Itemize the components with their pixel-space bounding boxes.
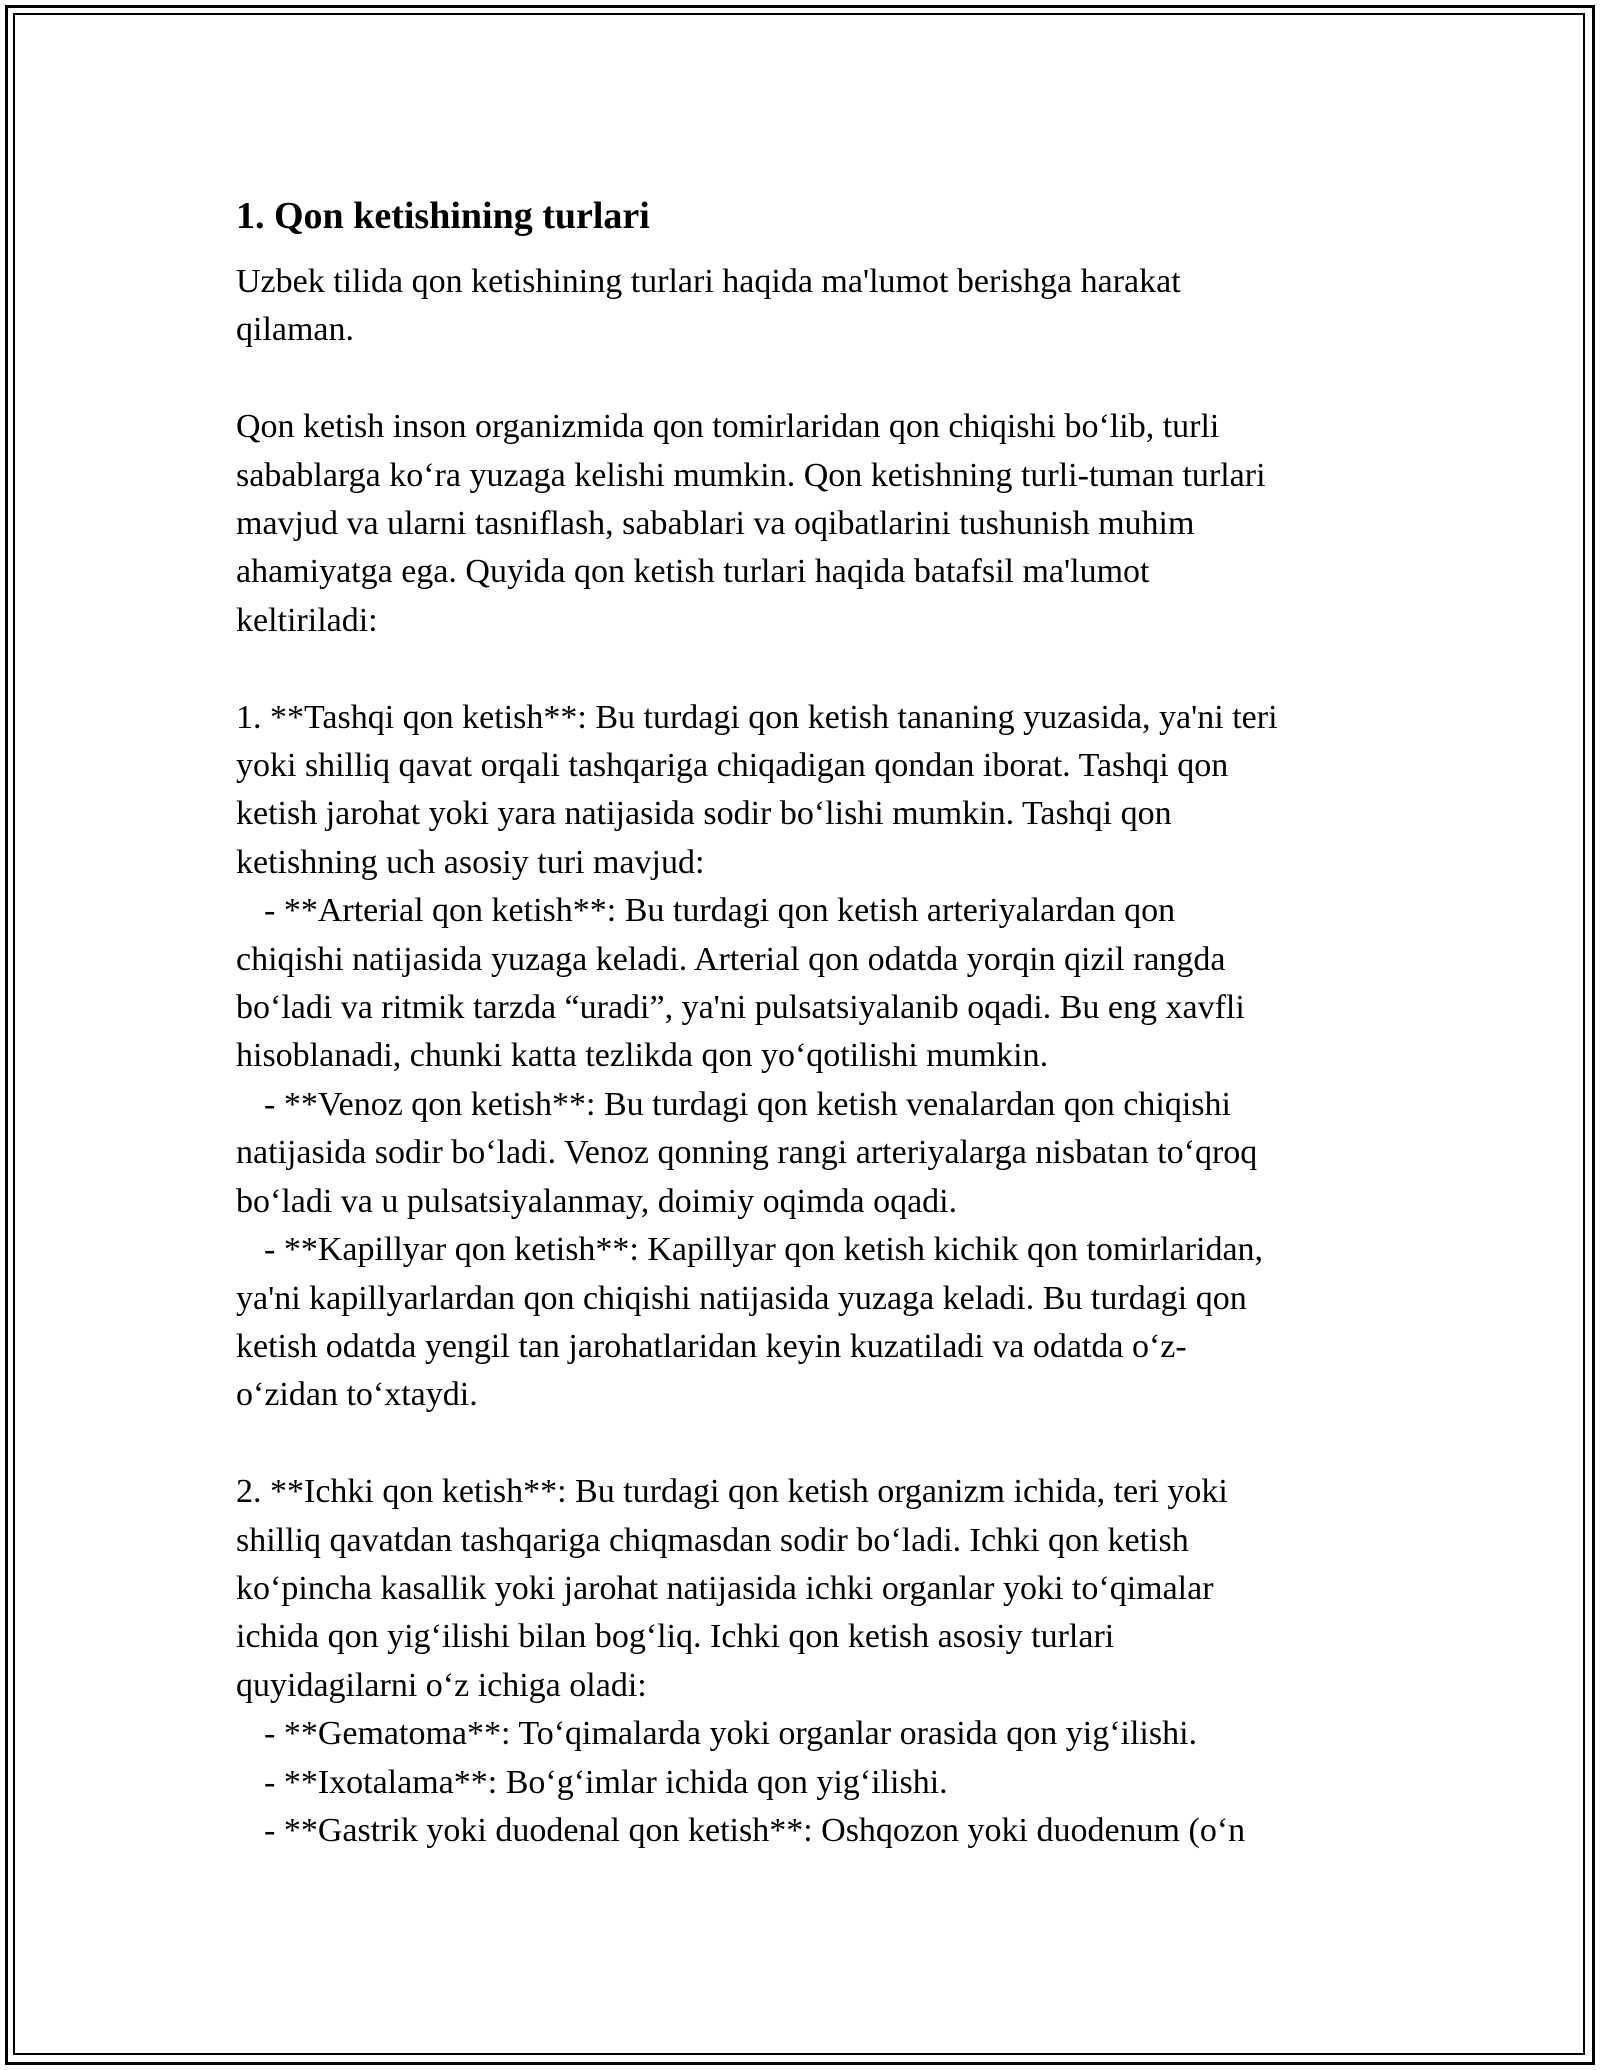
- document-body: [236, 188, 1366, 1855]
- paragraph-spacer: [236, 645, 1366, 693]
- overview-paragraph: [236, 403, 1366, 645]
- text-line: ichida qon yig‘ilishi bilan bog‘liq. Ichki qon ketish asosiy turlari: [236, 1618, 1115, 1656]
- text-line: keltiriladi:: [236, 601, 378, 639]
- text-line: bo‘ladi va u pulsatsiyalanmay, doimiy oqimda oqadi.: [236, 1182, 958, 1220]
- sub-item-hematoma: - **Gematoma**: To‘qimalarda yoki organlar orasida qon yig‘ilishi.: [264, 1715, 1198, 1753]
- section-heading: 1. Qon ketishining turlari: [236, 195, 650, 237]
- text-line: ketish odatda yengil tan jarohatlaridan keyin kuzatiladi va odatda o‘z-: [236, 1327, 1187, 1365]
- paragraph-spacer: [236, 355, 1366, 403]
- text-line: sabablarga ko‘ra yuzaga kelishi mumkin. Qon ketishning turli-tuman turlari: [236, 456, 1266, 494]
- text-line: qilaman.: [236, 311, 355, 349]
- text-line: quyidagilarni o‘z ichiga oladi:: [236, 1666, 647, 1704]
- text-line: hisoblanadi, chunki katta tezlikda qon yo‘qotilishi mumkin.: [236, 1037, 1049, 1075]
- text-line: Qon ketish inson organizmida qon tomirlaridan qon chiqishi bo‘lib, turli: [236, 408, 1220, 446]
- text-line: ko‘pincha kasallik yoki jarohat natijasida ichki organlar yoki to‘qimalar: [236, 1569, 1214, 1607]
- sub-item-hemarthrosis: - **Ixotalama**: Bo‘g‘imlar ichida qon yig‘ilishi.: [264, 1763, 948, 1801]
- text-line: ahamiyatga ega. Quyida qon ketish turlari haqida batafsil ma'lumot: [236, 553, 1150, 591]
- list-item-external-bleeding: [236, 694, 1366, 1420]
- paragraph-spacer: [236, 1420, 1366, 1468]
- text-line: bo‘ladi va ritmik tarzda “uradi”, ya'ni pulsatsiyalanib oqadi. Bu eng xavfli: [236, 989, 1245, 1027]
- text-line: yoki shilliq qavat orqali tashqariga chiqadigan qondan iborat. Tashqi qon: [236, 747, 1229, 785]
- sub-item-venous: - **Venoz qon ketish**: Bu turdagi qon ketish venalardan qon chiqishi: [264, 1085, 1231, 1123]
- text-line: Uzbek tilida qon ketishining turlari haqida ma'lumot berishga harakat: [236, 263, 1181, 300]
- text-line: 2. **Ichki qon ketish**: Bu turdagi qon ketish organizm ichida, teri yoki: [236, 1473, 1228, 1511]
- text-line: ketish jarohat yoki yara natijasida sodir bo‘lishi mumkin. Tashqi qon: [236, 795, 1172, 833]
- sub-item-arterial: - **Arterial qon ketish**: Bu turdagi qon ketish arteriyalardan qon: [264, 892, 1176, 930]
- text-line: o‘zidan to‘xtaydi.: [236, 1376, 478, 1414]
- text-line: chiqishi natijasida yuzaga keladi. Arterial qon odatda yorqin qizil rangda: [236, 940, 1226, 978]
- sub-item-capillary: - **Kapillyar qon ketish**: Kapillyar qon ketish kichik qon tomirlaridan,: [264, 1231, 1264, 1269]
- sub-item-gastric-duodenal: - **Gastrik yoki duodenal qon ketish**: Oshqozon yoki duodenum (o‘n: [264, 1811, 1246, 1849]
- text-line: mavjud va ularni tasniflash, sabablari va oqibatlarini tushunish muhim: [236, 505, 1195, 543]
- text-line: ya'ni kapillyarlardan qon chiqishi natijasida yuzaga keladi. Bu turdagi qon: [236, 1279, 1247, 1317]
- text-line: shilliq qavatdan tashqariga chiqmasdan sodir bo‘ladi. Ichki qon ketish: [236, 1521, 1189, 1559]
- list-item-internal-bleeding: [236, 1468, 1366, 1855]
- text-line: ketishning uch asosiy turi mavjud:: [236, 843, 705, 881]
- text-line: natijasida sodir bo‘ladi. Venoz qonning rangi arteriyalarga nisbatan to‘qroq: [236, 1134, 1258, 1172]
- text-line: 1. **Tashqi qon ketish**: Bu turdagi qon ketish tananing yuzasida, ya'ni teri: [236, 698, 1278, 736]
- intro-paragraph: [236, 258, 1366, 355]
